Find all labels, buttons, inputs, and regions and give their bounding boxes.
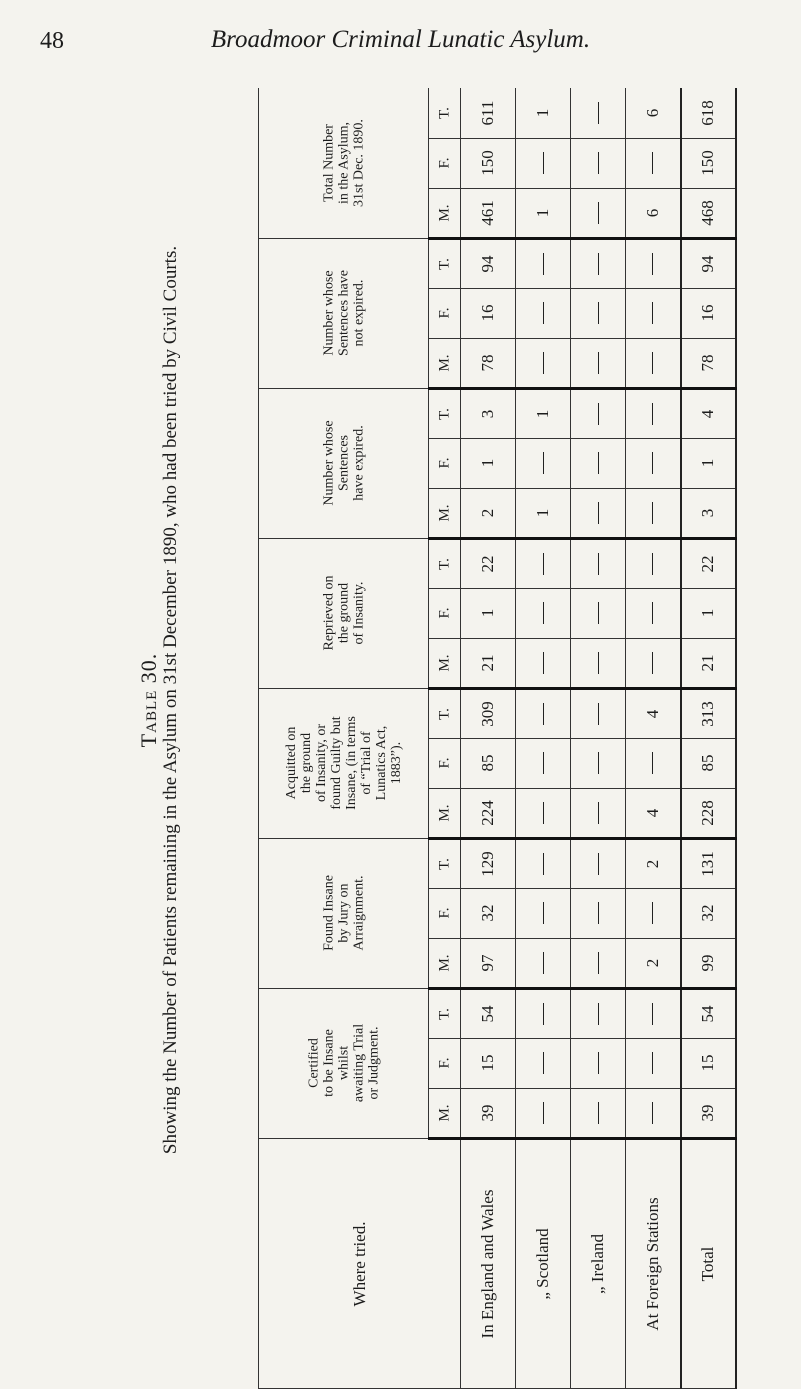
value-cell: 15 [478, 1054, 497, 1072]
place-label: „ Ireland [588, 1233, 607, 1294]
empty-cell-dash [543, 302, 544, 324]
empty-cell-dash [543, 652, 544, 674]
column-header: M. [436, 503, 452, 522]
data-table [258, 88, 737, 1389]
column-header: F. [436, 757, 452, 769]
value-cell: 32 [698, 904, 717, 922]
column-header: F. [436, 157, 452, 169]
value-cell: 313 [698, 700, 717, 727]
place-label: Total [698, 1246, 717, 1281]
empty-cell-dash [652, 902, 653, 924]
value-cell: 4 [642, 808, 662, 817]
empty-cell-dash [543, 553, 544, 575]
empty-cell-dash [652, 652, 653, 674]
value-cell: 54 [698, 1005, 717, 1022]
empty-cell-dash [598, 1052, 599, 1074]
group-header: Number whose Sentences have not expired. [321, 270, 366, 356]
value-cell: 85 [698, 754, 717, 772]
empty-cell-dash [598, 553, 599, 575]
value-cell: 97 [478, 954, 497, 971]
empty-cell-dash [543, 902, 544, 924]
empty-cell-dash [598, 703, 599, 725]
empty-cell-dash [652, 352, 653, 374]
column-header: F. [436, 307, 452, 319]
empty-cell-dash [598, 152, 599, 174]
value-cell: 2 [478, 508, 497, 517]
value-cell: 1 [533, 409, 552, 418]
empty-cell-dash [652, 452, 653, 474]
value-cell: 461 [478, 199, 497, 226]
value-cell: 16 [698, 304, 717, 322]
value-cell: 129 [478, 850, 497, 877]
value-cell: 39 [478, 1104, 497, 1121]
page-number: 48 [40, 28, 64, 54]
empty-cell-dash [652, 502, 653, 524]
value-cell: 6 [642, 108, 662, 117]
where-tried-header: Where tried. [349, 1221, 369, 1306]
value-cell: 1 [698, 458, 717, 468]
table-description: Showing the Number of Patients remaining in the Asylum on 31st December 1890, who had been tried by Civil Courts. [160, 245, 181, 1155]
column-header: T. [436, 1007, 452, 1020]
empty-cell-dash [652, 1052, 653, 1074]
column-header: M. [436, 1103, 452, 1122]
value-cell: 150 [478, 150, 497, 176]
value-cell: 1 [698, 608, 717, 618]
value-cell: 2 [642, 859, 662, 868]
value-cell: 16 [478, 304, 497, 322]
empty-cell-dash [543, 352, 544, 374]
empty-cell-dash [598, 853, 599, 875]
group-header: Number whose Sentences have expired. [321, 420, 366, 506]
empty-cell-dash [598, 1102, 599, 1124]
empty-cell-dash [652, 403, 653, 425]
value-cell: 150 [698, 150, 717, 176]
column-header: F. [436, 907, 452, 919]
empty-cell-dash [543, 853, 544, 875]
empty-cell-dash [598, 302, 599, 324]
value-cell: 85 [478, 754, 497, 772]
value-cell: 78 [478, 354, 497, 371]
empty-cell-dash [598, 202, 599, 224]
empty-cell-dash [598, 902, 599, 924]
empty-cell-dash [598, 602, 599, 624]
value-cell: 1 [478, 458, 497, 468]
value-cell: 611 [478, 100, 497, 126]
value-cell: 1 [533, 108, 552, 117]
place-label: In England and Wales [478, 1189, 497, 1338]
empty-cell-dash [543, 253, 544, 275]
empty-cell-dash [598, 253, 599, 275]
column-header: T. [436, 857, 452, 870]
empty-cell-dash [543, 602, 544, 624]
value-cell: 94 [698, 255, 717, 272]
empty-cell-dash [598, 952, 599, 974]
value-cell: 21 [478, 654, 497, 671]
value-cell: 618 [698, 100, 717, 126]
empty-cell-dash [598, 1003, 599, 1025]
empty-cell-dash [598, 352, 599, 374]
column-header: M. [436, 203, 452, 222]
value-cell: 4 [642, 709, 662, 718]
empty-cell-dash [543, 1052, 544, 1074]
place-label: At Foreign Stations [642, 1196, 662, 1331]
empty-cell-dash [652, 1102, 653, 1124]
value-cell: 2 [642, 958, 662, 967]
value-cell: 1 [533, 208, 552, 217]
empty-cell-dash [652, 752, 653, 774]
empty-cell-dash [543, 802, 544, 824]
empty-cell-dash [543, 1003, 544, 1025]
column-header: F. [436, 607, 452, 619]
empty-cell-dash [543, 1102, 544, 1124]
value-cell: 32 [478, 904, 497, 922]
value-cell: 22 [478, 555, 497, 572]
place-label: „ Scotland [533, 1227, 552, 1300]
column-header: F. [436, 1057, 452, 1069]
empty-cell-dash [543, 703, 544, 725]
table-label: Table 30. [136, 652, 161, 748]
empty-cell-dash [598, 802, 599, 824]
empty-cell-dash [543, 752, 544, 774]
value-cell: 1 [533, 508, 552, 517]
empty-cell-dash [652, 602, 653, 624]
value-cell: 94 [478, 255, 497, 272]
value-cell: 3 [698, 508, 717, 517]
value-cell: 15 [698, 1054, 717, 1072]
group-header: Acquitted on the ground of Insanity, or found Guilty but Insane, (in terms of “Trial of Lunatics Act, 1883”). [283, 716, 404, 810]
value-cell: 3 [478, 409, 497, 418]
value-cell: 224 [478, 799, 497, 826]
empty-cell-dash [543, 152, 544, 174]
column-header: M. [436, 953, 452, 972]
empty-cell-dash [652, 152, 653, 174]
empty-cell-dash [598, 452, 599, 474]
group-header: Found Insane by Jury on Arraignment. [321, 875, 366, 951]
column-header: T. [436, 557, 452, 570]
value-cell: 468 [698, 199, 717, 226]
value-cell: 131 [698, 850, 717, 877]
column-header: F. [436, 457, 452, 469]
value-cell: 228 [698, 799, 717, 826]
table-caption [138, 140, 182, 1260]
empty-cell-dash [543, 952, 544, 974]
column-header: T. [436, 707, 452, 720]
column-header: M. [436, 803, 452, 822]
value-cell: 39 [698, 1104, 717, 1121]
group-header: Total Number in the Asylum, 31st Dec. 1890. [321, 118, 366, 207]
empty-cell-dash [598, 752, 599, 774]
value-cell: 21 [698, 654, 717, 671]
empty-cell-dash [543, 452, 544, 474]
empty-cell-dash [598, 102, 599, 124]
empty-cell-dash [652, 1003, 653, 1025]
value-cell: 309 [478, 700, 497, 727]
empty-cell-dash [652, 553, 653, 575]
empty-cell-dash [598, 652, 599, 674]
column-header: M. [436, 353, 452, 372]
column-header: T. [436, 257, 452, 270]
column-header: T. [436, 106, 452, 119]
column-header: T. [436, 407, 452, 420]
group-header: Reprieved on the ground of Insanity. [321, 575, 366, 651]
value-cell: 4 [698, 409, 717, 418]
column-header: M. [436, 653, 452, 672]
empty-cell-dash [652, 253, 653, 275]
value-cell: 6 [642, 208, 662, 217]
value-cell: 99 [698, 954, 717, 971]
value-cell: 54 [478, 1005, 497, 1022]
value-cell: 1 [478, 608, 497, 618]
empty-cell-dash [652, 302, 653, 324]
empty-cell-dash [598, 403, 599, 425]
empty-cell-dash [598, 502, 599, 524]
group-header: Certified to be Insane whilst awaiting Trial or Judgment. [306, 1023, 381, 1103]
value-cell: 78 [698, 354, 717, 371]
running-title: Broadmoor Criminal Lunatic Asylum. [210, 26, 591, 53]
value-cell: 22 [698, 555, 717, 572]
